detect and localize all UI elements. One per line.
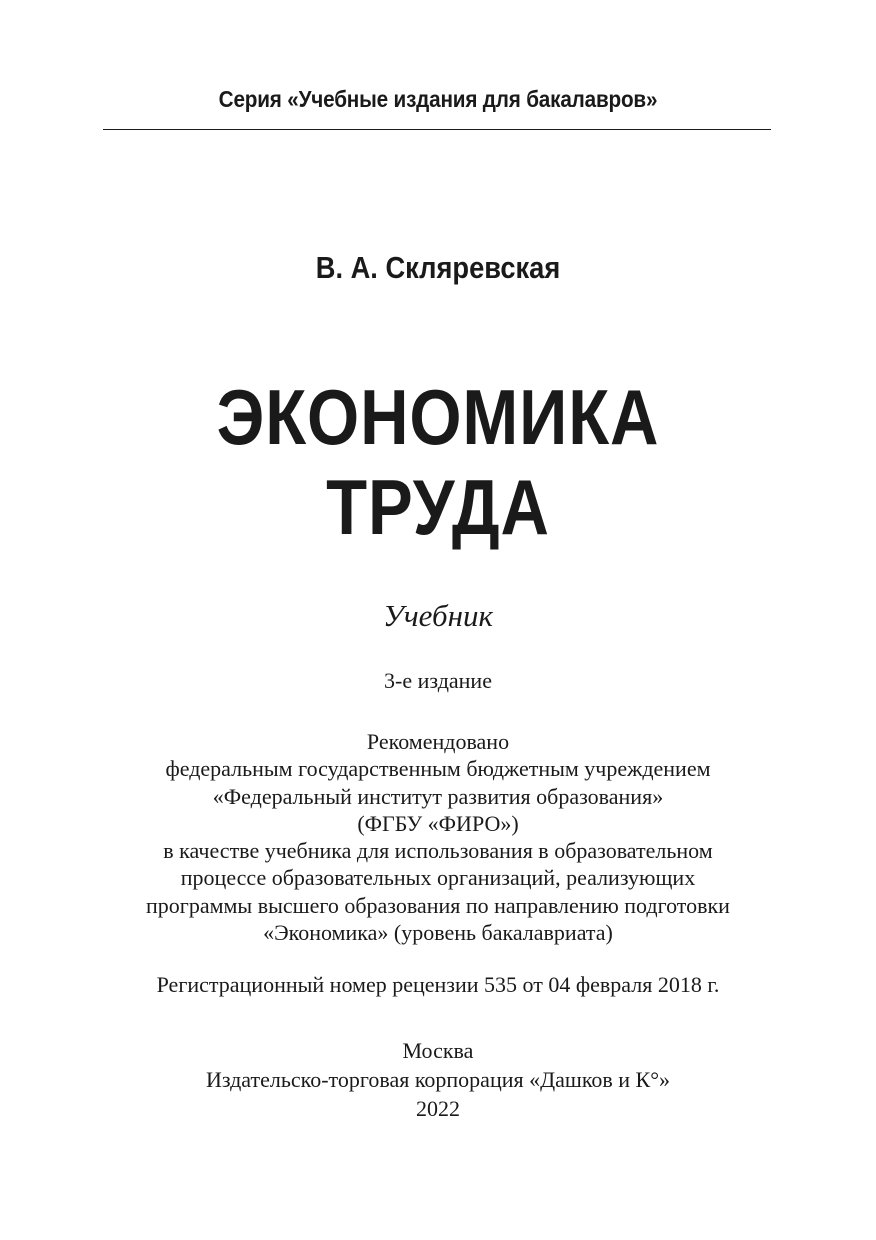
- recommendation-line: «Экономика» (уровень бакалавриата): [263, 920, 613, 946]
- author-name: В. А. Скляревская: [315, 250, 561, 285]
- imprint-year: 2022: [416, 1096, 460, 1121]
- recommendation-line: (ФГБУ «ФИРО»): [357, 810, 519, 836]
- book-subtitle: Учебник: [383, 598, 493, 633]
- registration-number: Регистрационный номер рецензии 535 от 04 февраля 2018 г.: [156, 972, 720, 997]
- series-divider: [103, 129, 771, 130]
- recommendation-line: программы высшего образования по направлению подготовки: [146, 892, 730, 918]
- imprint-block: [0, 1036, 876, 1123]
- book-title-line-1: ЭКОНОМИКА: [216, 373, 660, 461]
- book-title-line-2: ТРУДА: [326, 463, 550, 551]
- recommendation-line: «Федеральный институт развития образования»: [212, 783, 664, 809]
- recommendation-block: [0, 728, 876, 946]
- series-heading: Серия «Учебные издания для бакалавров»: [218, 86, 658, 112]
- imprint-publisher: Издательско-торговая корпорация «Дашков и К°»: [205, 1067, 671, 1092]
- book-title: [61, 372, 814, 552]
- recommendation-line: Рекомендовано: [366, 729, 510, 754]
- edition-label: 3-е издание: [384, 668, 492, 693]
- recommendation-line: федеральным государственным бюджетным учреждением: [165, 756, 711, 782]
- imprint-city: Москва: [402, 1038, 474, 1063]
- recommendation-line: в качестве учебника для использования в образовательном: [163, 838, 713, 864]
- recommendation-line: процессе образовательных организаций, реализующих: [180, 865, 696, 891]
